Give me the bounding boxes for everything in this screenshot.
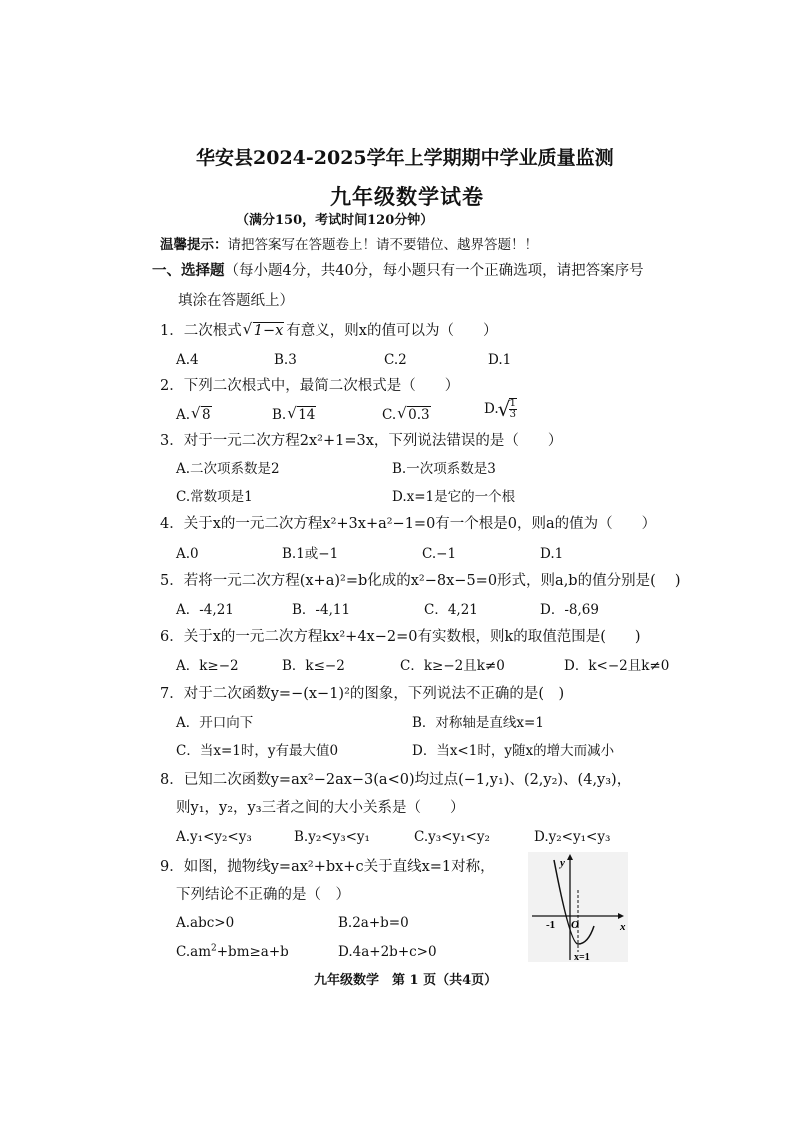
q4-option-a: A.0 — [176, 546, 199, 562]
question-4: 4．关于x的一元二次方程x²+3x+a²−1=0有一个根是0，则a的值为（ ） — [160, 516, 657, 532]
y-label: y — [560, 857, 565, 869]
q6-option-c: C．k≥−2且k≠0 — [400, 658, 505, 674]
origin-label: O — [571, 919, 579, 931]
question-1 — [160, 322, 497, 340]
q3-option-a: A.二次项系数是2 — [176, 461, 280, 477]
q6-option-d: D．k<−2且k≠0 — [564, 658, 670, 674]
q7-option-d: D．当x<1时，y随x的增大而减小 — [412, 743, 615, 759]
parabola-graph — [528, 852, 628, 962]
q2-b-radical — [288, 406, 316, 424]
question-8-line-1: 8．已知二次函数y=ax²−2ax−3(a<0)均过点(−1,y₁)、(2,y₂)、(4,y₃)， — [160, 772, 632, 788]
q1-option-a: A.4 — [176, 352, 199, 368]
q2-d-radical — [499, 398, 517, 420]
question-2: 2．下列二次根式中，最简二次根式是（ ） — [160, 378, 460, 394]
q2-b-label: B. — [272, 407, 287, 423]
q1-post: 有意义，则x的值可以为（ ） — [286, 323, 498, 339]
q7-option-a: A．开口向下 — [176, 715, 254, 731]
q3-option-b: B.一次项系数是3 — [392, 461, 496, 477]
q1-radicand: 1−x — [253, 323, 284, 339]
exam-title: 华安县2024-2025学年上学期期中学业质量监测 — [196, 147, 614, 169]
q3-option-d: D.x=1是它的一个根 — [392, 489, 516, 505]
superscript-two: 2 — [211, 943, 217, 954]
q8-option-b: B.y₂<y₃<y₁ — [294, 829, 370, 845]
q8-option-c: C.y₃<y₁<y₂ — [414, 829, 490, 845]
q2-a-label: A. — [176, 407, 191, 423]
q2-d-label: D. — [484, 401, 499, 417]
question-6: 6．关于x的一元二次方程kx²+4x−2=0有实数根，则k的取值范围是( ) — [160, 629, 641, 645]
q2-option-d — [484, 398, 517, 420]
q3-option-c: C.常数项是1 — [176, 489, 253, 505]
q9-option-b: B.2a+b=0 — [338, 915, 409, 931]
q1-pre: 1．二次根式 — [160, 323, 242, 339]
q1-option-d: D.1 — [488, 352, 512, 368]
q9-option-d: D.4a+2b+c>0 — [338, 944, 437, 960]
question-7: 7．对于二次函数y=−(x−1)²的图象，下列说法不正确的是( ) — [160, 686, 565, 702]
tip-text: 请把答案写在答题卷上！请不要错位、越界答题！！ — [227, 237, 538, 253]
axis-of-symmetry-label: x=1 — [574, 952, 590, 962]
question-8-line-2: 则y₁，y₂，y₃三者之间的大小关系是（ ） — [176, 800, 465, 816]
neg-one-label: -1 — [546, 919, 556, 931]
exam-info: （满分150，考试时间120分钟） — [236, 213, 434, 228]
question-5: 5．若将一元二次方程(x+a)²=b化成的x²−8x−5=0形式，则a,b的值分别是( ) — [160, 573, 681, 589]
q8-option-d: D.y₂<y₁<y₃ — [534, 829, 611, 845]
q5-option-b: B．-4,11 — [292, 602, 351, 618]
q7-option-b: B．对称轴是直线x=1 — [412, 715, 544, 731]
q4-option-c: C.−1 — [422, 546, 457, 562]
q1-radical — [244, 322, 285, 340]
q2-a-radical — [192, 406, 212, 424]
section-title — [152, 262, 644, 280]
q2-b-radicand: 14 — [298, 407, 316, 423]
q2-option-b — [272, 406, 318, 424]
q2-d-fraction — [509, 398, 517, 420]
tip-label: 温馨提示： — [160, 237, 228, 253]
q7-option-c: C．当x=1时，y有最大值0 — [176, 743, 339, 759]
q6-option-a: A．k≥−2 — [176, 658, 239, 674]
tip-line — [160, 236, 538, 254]
q2-c-label: C. — [382, 407, 397, 423]
q8-option-a: A.y₁<y₂<y₃ — [176, 829, 252, 845]
page-footer: 九年级数学 第 1 页（共4页） — [314, 973, 498, 988]
q2-option-c — [382, 406, 433, 424]
q2-option-a — [176, 406, 214, 424]
q4-option-b: B.1或−1 — [282, 546, 339, 562]
q6-option-b: B．k≤−2 — [282, 658, 345, 674]
question-9-line-2: 下列结论不正确的是（ ） — [176, 887, 350, 903]
q2-d-denominator: 3 — [509, 409, 517, 420]
q9-option-c: $C.am^2+bm\ge a+b$ — [176, 943, 289, 960]
section-desc: （每小题4分，共40分，每小题只有一个正确选项，请把答案序号 — [224, 263, 644, 279]
section-desc-2: 填涂在答题纸上） — [178, 293, 294, 309]
q9-option-a: A.abc>0 — [176, 915, 235, 931]
q1-option-c: C.2 — [384, 352, 407, 368]
x-label: x — [620, 921, 626, 933]
q4-option-d: D.1 — [540, 546, 564, 562]
q5-option-d: D．-8,69 — [540, 602, 599, 618]
q5-option-c: C．4,21 — [424, 602, 478, 618]
q2-a-radicand: 8 — [202, 407, 211, 423]
q5-option-a: A．-4,21 — [176, 602, 234, 618]
q2-c-radical — [398, 406, 430, 424]
q2-d-numerator: √ 1 — [509, 398, 517, 409]
question-9-line-1: 9．如图，抛物线y=ax²+bx+c关于直线x=1对称， — [160, 859, 495, 875]
q2-c-radicand: 0.3 — [408, 407, 430, 423]
q1-option-b: B.3 — [274, 352, 297, 368]
section-name: 一、选择题 — [152, 262, 225, 279]
exam-subtitle: 九年级数学试卷 — [330, 184, 484, 209]
question-3: 3．对于一元二次方程2x²+1=3x，下列说法错误的是（ ） — [160, 433, 563, 449]
